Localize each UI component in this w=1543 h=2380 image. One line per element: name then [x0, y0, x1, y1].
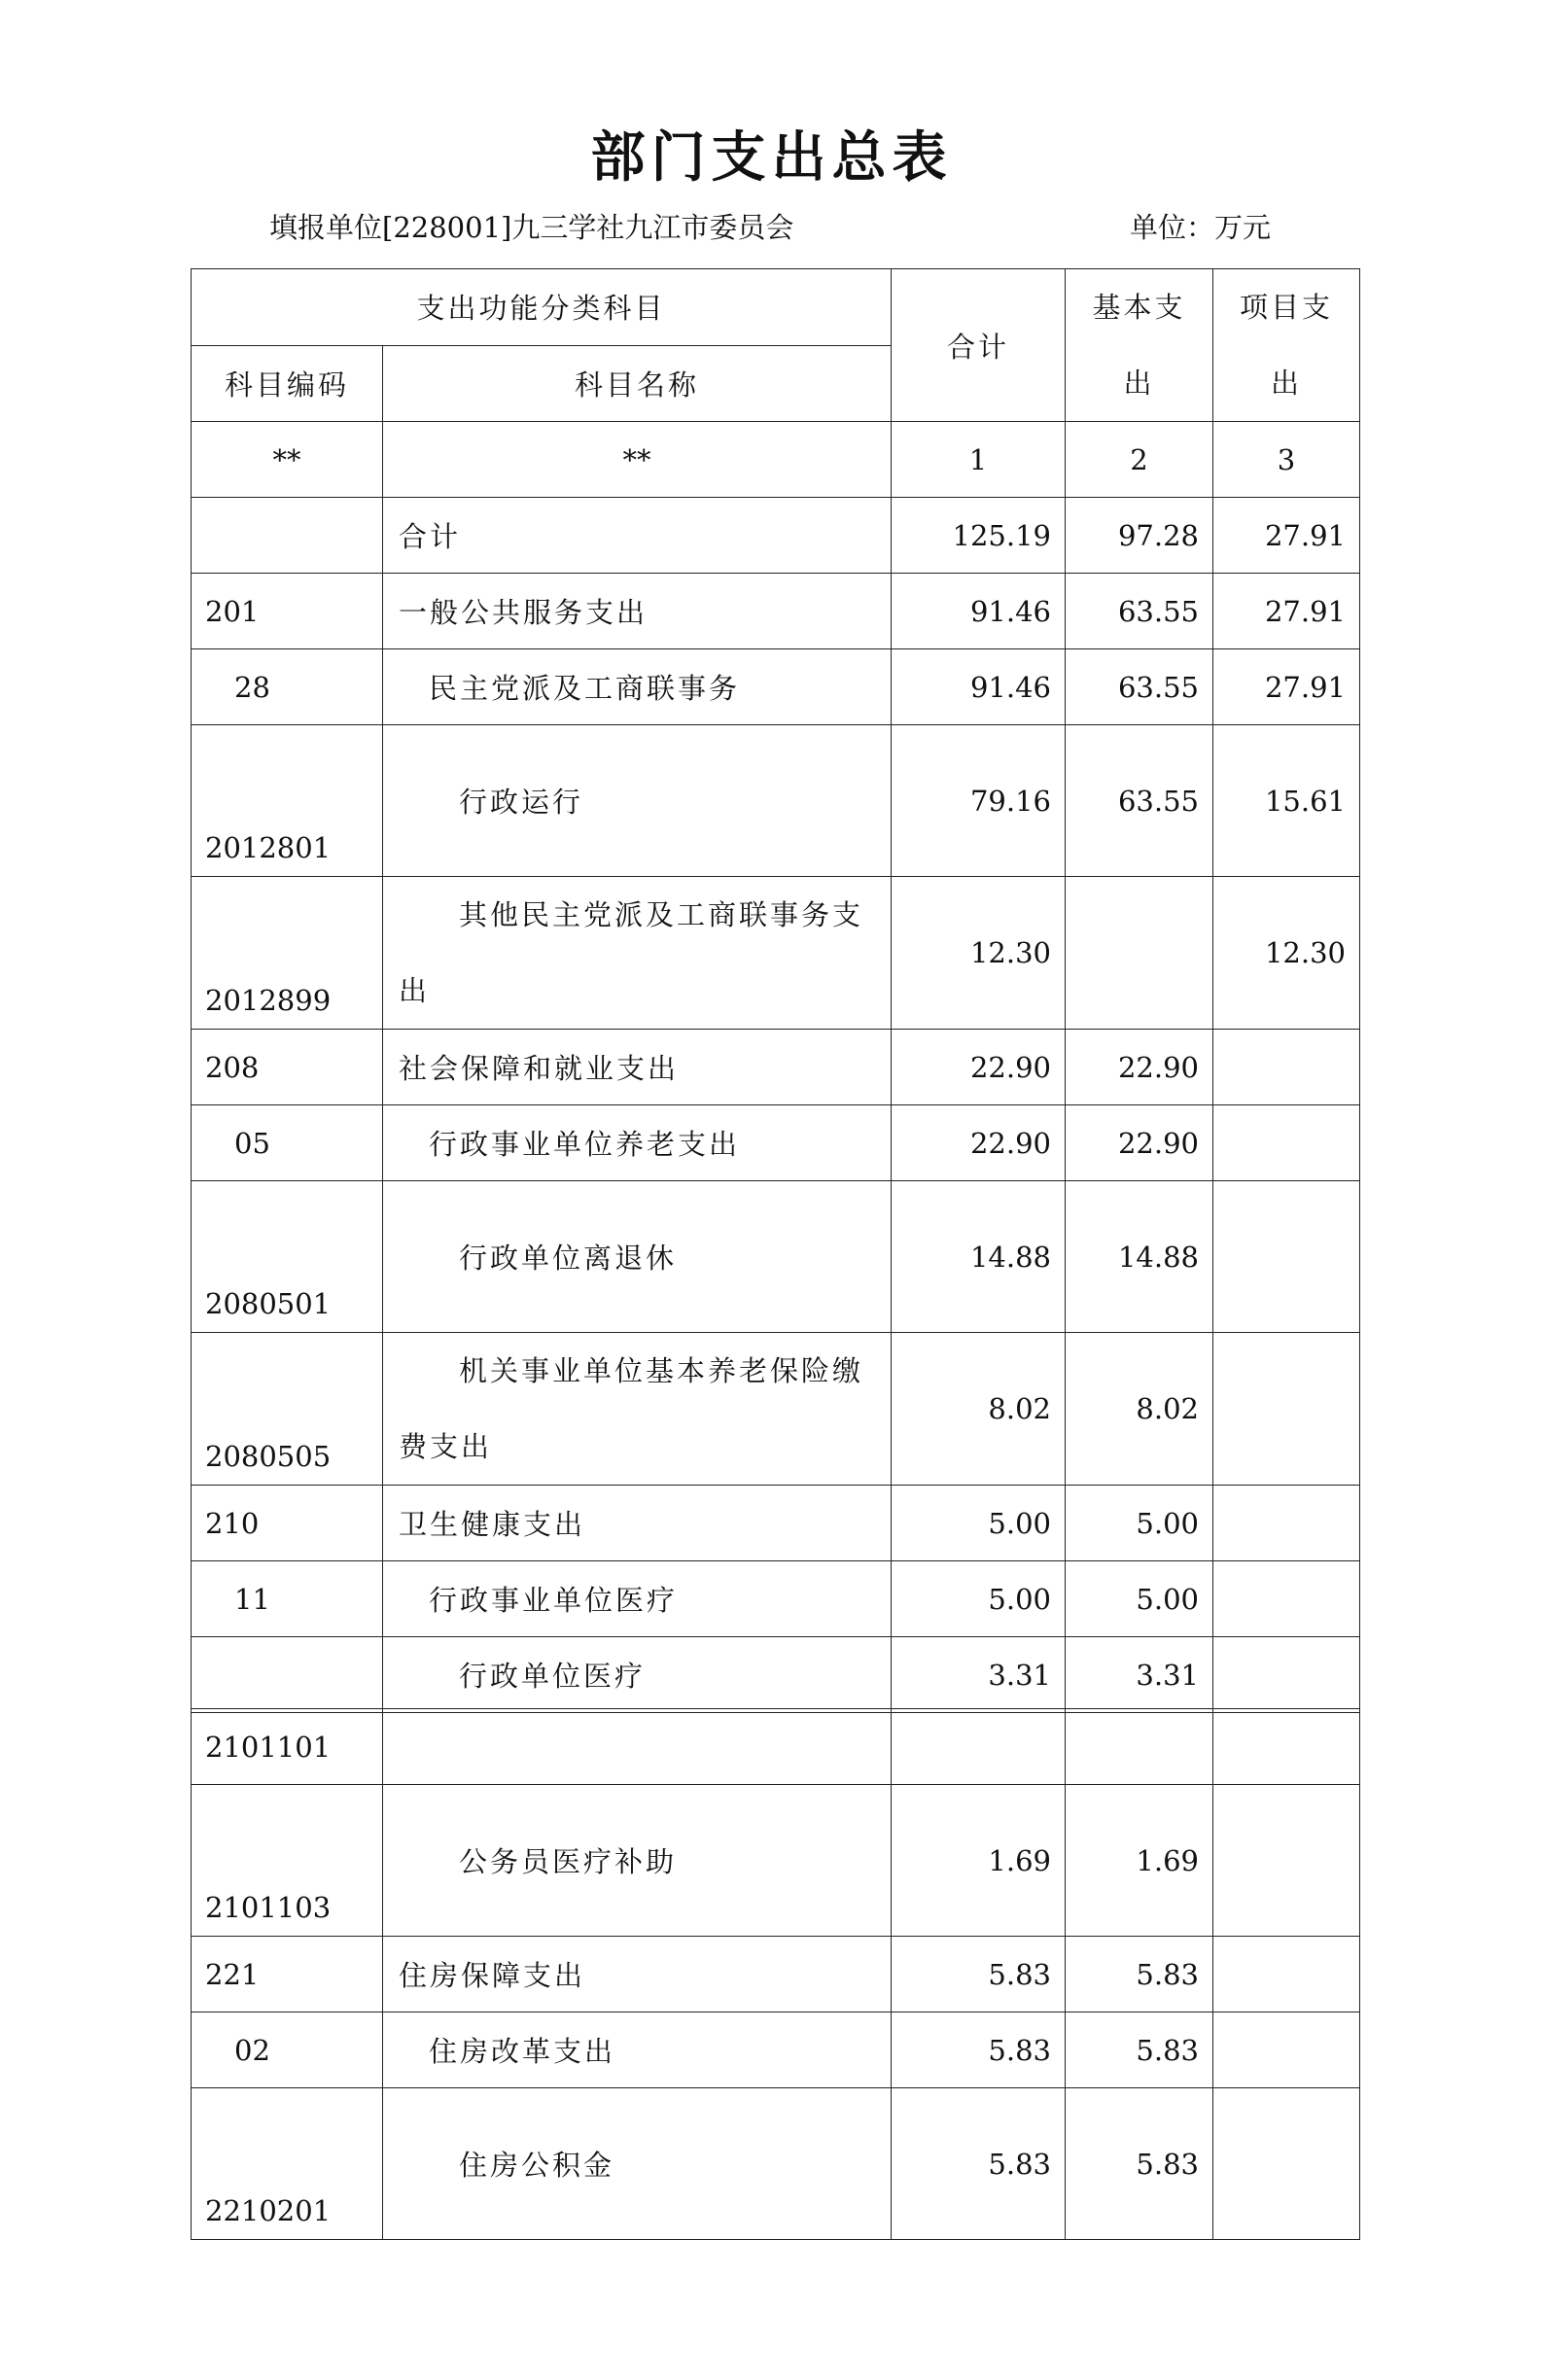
project-cell [1213, 1637, 1360, 1713]
basic-cell: 63.55 [1066, 725, 1213, 877]
total-cell: 5.00 [892, 1561, 1066, 1637]
project-cell: 12.30 [1213, 877, 1360, 1030]
project-cell [1213, 1030, 1360, 1105]
code-cell: 2210201 [192, 2088, 383, 2240]
header-function-category: 支出功能分类科目 [192, 269, 892, 346]
basic-cell: 22.90 [1066, 1105, 1213, 1181]
name-cell: 行政单位离退休 [383, 1181, 892, 1333]
project-cell [1213, 1181, 1360, 1333]
basic-cell: 63.55 [1066, 649, 1213, 725]
project-cell [1213, 1709, 1360, 1785]
table-row [192, 574, 1360, 649]
index-cell: 1 [892, 422, 1066, 498]
total-cell: 91.46 [892, 574, 1066, 649]
name-cell: 其他民主党派及工商联事务支 出 [383, 877, 892, 1030]
project-cell [1213, 1561, 1360, 1637]
total-cell: 125.19 [892, 498, 1066, 574]
code-cell: 05 [192, 1105, 383, 1181]
basic-cell [1066, 1709, 1213, 1785]
total-cell: 5.83 [892, 2012, 1066, 2088]
project-cell [1213, 1486, 1360, 1561]
total-cell: 1.69 [892, 1785, 1066, 1937]
name-cell: 住房改革支出 [383, 2012, 892, 2088]
total-cell: 5.83 [892, 1937, 1066, 2012]
table-header-row [192, 269, 1360, 346]
project-cell [1213, 1333, 1360, 1486]
project-cell: 27.91 [1213, 649, 1360, 725]
project-cell [1213, 2088, 1360, 2240]
name-cell [383, 1709, 892, 1785]
code-cell [192, 1637, 383, 1713]
basic-cell: 22.90 [1066, 1030, 1213, 1105]
table-row [192, 1030, 1360, 1105]
table-row [192, 1333, 1360, 1486]
total-cell: 79.16 [892, 725, 1066, 877]
code-cell: 2080505 [192, 1333, 383, 1486]
project-cell: 27.91 [1213, 498, 1360, 574]
name-cell: 一般公共服务支出 [383, 574, 892, 649]
code-cell: 28 [192, 649, 383, 725]
basic-cell: 5.83 [1066, 2012, 1213, 2088]
project-cell [1213, 1937, 1360, 2012]
header-basic: 基本支 出 [1066, 269, 1213, 422]
code-cell: 208 [192, 1030, 383, 1105]
name-cell: 行政事业单位养老支出 [383, 1105, 892, 1181]
table-row [192, 1637, 1360, 1713]
name-cell: 公务员医疗补助 [383, 1785, 892, 1937]
name-cell: 行政单位医疗 [383, 1637, 892, 1713]
code-cell: 2012899 [192, 877, 383, 1030]
total-cell [892, 1709, 1066, 1785]
table-row [192, 498, 1360, 574]
name-cell: 卫生健康支出 [383, 1486, 892, 1561]
code-cell: 210 [192, 1486, 383, 1561]
index-row [192, 422, 1360, 498]
name-cell: 住房公积金 [383, 2088, 892, 2240]
table-row [192, 2012, 1360, 2088]
filling-unit: 填报单位[228001]九三学社九江市委员会 [269, 211, 794, 244]
header-total: 合计 [892, 269, 1066, 422]
code-cell: 201 [192, 574, 383, 649]
project-cell [1213, 2012, 1360, 2088]
total-cell: 22.90 [892, 1105, 1066, 1181]
total-cell: 5.83 [892, 2088, 1066, 2240]
project-cell: 15.61 [1213, 725, 1360, 877]
code-cell: 221 [192, 1937, 383, 2012]
total-cell: 3.31 [892, 1637, 1066, 1713]
basic-cell: 63.55 [1066, 574, 1213, 649]
unit-label: 单位：万元 [1130, 211, 1272, 244]
name-cell: 社会保障和就业支出 [383, 1030, 892, 1105]
basic-cell: 5.00 [1066, 1561, 1213, 1637]
basic-cell: 5.83 [1066, 2088, 1213, 2240]
index-cell: 3 [1213, 422, 1360, 498]
basic-cell: 5.83 [1066, 1937, 1213, 2012]
table-row [192, 649, 1360, 725]
project-cell: 27.91 [1213, 574, 1360, 649]
name-cell: 行政运行 [383, 725, 892, 877]
page-title: 部门支出总表 [590, 125, 953, 190]
table-row [192, 1785, 1360, 1937]
basic-cell [1066, 877, 1213, 1030]
table-row [192, 1486, 1360, 1561]
total-cell: 12.30 [892, 877, 1066, 1030]
code-cell: 11 [192, 1561, 383, 1637]
basic-cell: 5.00 [1066, 1486, 1213, 1561]
basic-cell: 97.28 [1066, 498, 1213, 574]
index-cell: 2 [1066, 422, 1213, 498]
total-cell: 14.88 [892, 1181, 1066, 1333]
table-row [192, 1105, 1360, 1181]
header-name: 科目名称 [383, 345, 892, 422]
basic-cell: 3.31 [1066, 1637, 1213, 1713]
basic-cell: 1.69 [1066, 1785, 1213, 1937]
name-cell: 合计 [383, 498, 892, 574]
header-project: 项目支 出 [1213, 269, 1360, 422]
total-cell: 22.90 [892, 1030, 1066, 1105]
basic-cell: 14.88 [1066, 1181, 1213, 1333]
expenditure-table [191, 268, 1360, 1713]
name-cell: 机关事业单位基本养老保险缴 费支出 [383, 1333, 892, 1486]
code-cell: 2101103 [192, 1785, 383, 1937]
total-cell: 8.02 [892, 1333, 1066, 1486]
code-cell: 02 [192, 2012, 383, 2088]
table-row [192, 725, 1360, 877]
index-cell: ** [192, 422, 383, 498]
table-row [192, 1937, 1360, 2012]
expenditure-table-continued [191, 1708, 1360, 2240]
name-cell: 行政事业单位医疗 [383, 1561, 892, 1637]
code-cell: 2080501 [192, 1181, 383, 1333]
table-row [192, 877, 1360, 1030]
code-cell [192, 498, 383, 574]
table-row [192, 2088, 1360, 2240]
index-cell: ** [383, 422, 892, 498]
table-row [192, 1181, 1360, 1333]
name-cell: 住房保障支出 [383, 1937, 892, 2012]
basic-cell: 8.02 [1066, 1333, 1213, 1486]
total-cell: 5.00 [892, 1486, 1066, 1561]
table-row [192, 1561, 1360, 1637]
header-code: 科目编码 [192, 345, 383, 422]
code-cell: 2101101 [192, 1709, 383, 1785]
table-row [192, 1709, 1360, 1785]
project-cell [1213, 1785, 1360, 1937]
name-cell: 民主党派及工商联事务 [383, 649, 892, 725]
code-cell: 2012801 [192, 725, 383, 877]
total-cell: 91.46 [892, 649, 1066, 725]
project-cell [1213, 1105, 1360, 1181]
